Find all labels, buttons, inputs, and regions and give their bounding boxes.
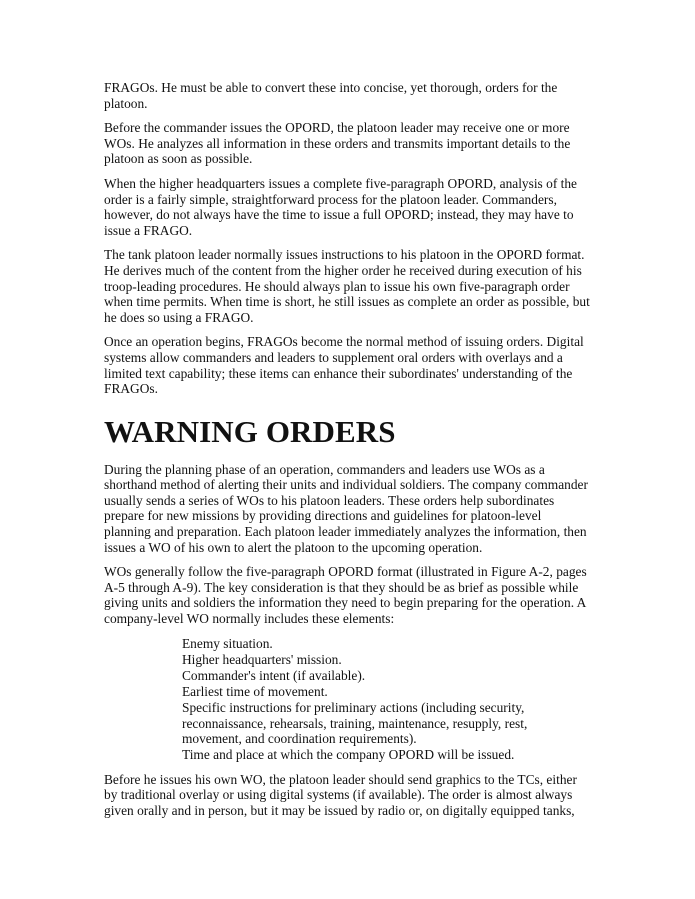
list-item: Enemy situation. xyxy=(182,635,273,651)
paragraph-wo-format: WOs generally follow the five-paragraph OPORD format (illustrated in Figure A-2, pages A-5 through A-9). The key consideration is that they should be as brief as possible while giving units and soldiers the information they need to begin preparing for the operation. A company-level WO normally includes these elements: xyxy=(104,564,587,627)
list-item: Higher headquarters' mission. xyxy=(182,651,342,667)
list-item: Commander's intent (if available). xyxy=(182,667,366,683)
list-item: Time and place at which the company OPORD will be issued. xyxy=(182,747,515,763)
paragraph-planning-phase: During the planning phase of an operation, commanders and leaders use WOs as a shorthand method of alerting their units and individual soldiers. The company commander usually sends a series of WOs to his platoon leaders. These orders help subordinates prepare for new missions by providing directions and guidelines for platoon-level planning and preparation. Each platoon leader immediately analyzes the information, then issues a WO of his own to alert the platoon to the upcoming operation. xyxy=(104,461,588,555)
paragraph-five-paragraph-opord: When the higher headquarters issues a complete five-paragraph OPORD, analysis of the order is a fairly simple, straightforward process for the platoon leader. Commanders, however, do not always have the time to issue a full OPORD; instead, they may have to issue a FRAGO. xyxy=(104,175,577,238)
document-page xyxy=(104,80,590,828)
list-item: Earliest time of movement. xyxy=(182,683,328,699)
paragraph-fragos-continuation: FRAGOs. He must be able to convert these into concise, yet thorough, orders for the platoon. xyxy=(104,80,558,111)
list-item: Specific instructions for preliminary actions (including security, reconnaissance, rehearsals, training, maintenance, resupply, rest, movement, and coordination requirements). xyxy=(182,700,528,747)
wo-elements-list xyxy=(182,636,590,763)
section-heading-warning-orders: WARNING ORDERS xyxy=(104,413,396,449)
paragraph-platoon-leader-graphics: Before he issues his own WO, the platoon leader should send graphics to the TCs, either by traditional overlay or using digital systems (if available). The order is almost always given orally and in person, but it may be issued by radio or, on digitally equipped tanks, xyxy=(104,771,577,819)
paragraph-commander-issues-opord: Before the commander issues the OPORD, the platoon leader may receive one or more WOs. He analyzes all information in these orders and transmits important details to the platoon as soon as possible. xyxy=(104,120,571,167)
paragraph-tank-platoon-leader: The tank platoon leader normally issues instructions to his platoon in the OPORD format. He derives much of the content from the higher order he received during execution of his troop-leading procedures. He should always plan to issue his own five-paragraph order when time permits. When time is short, he still issues as complete an order as possible, but he does so using a FRAGO. xyxy=(104,247,590,325)
paragraph-operation-begins: Once an operation begins, FRAGOs become the normal method of issuing orders. Digital systems allow commanders and leaders to supplement oral orders with overlays and a limited text capability; these items can enhance their subordinates' understanding of the FRAGOs. xyxy=(104,334,584,397)
